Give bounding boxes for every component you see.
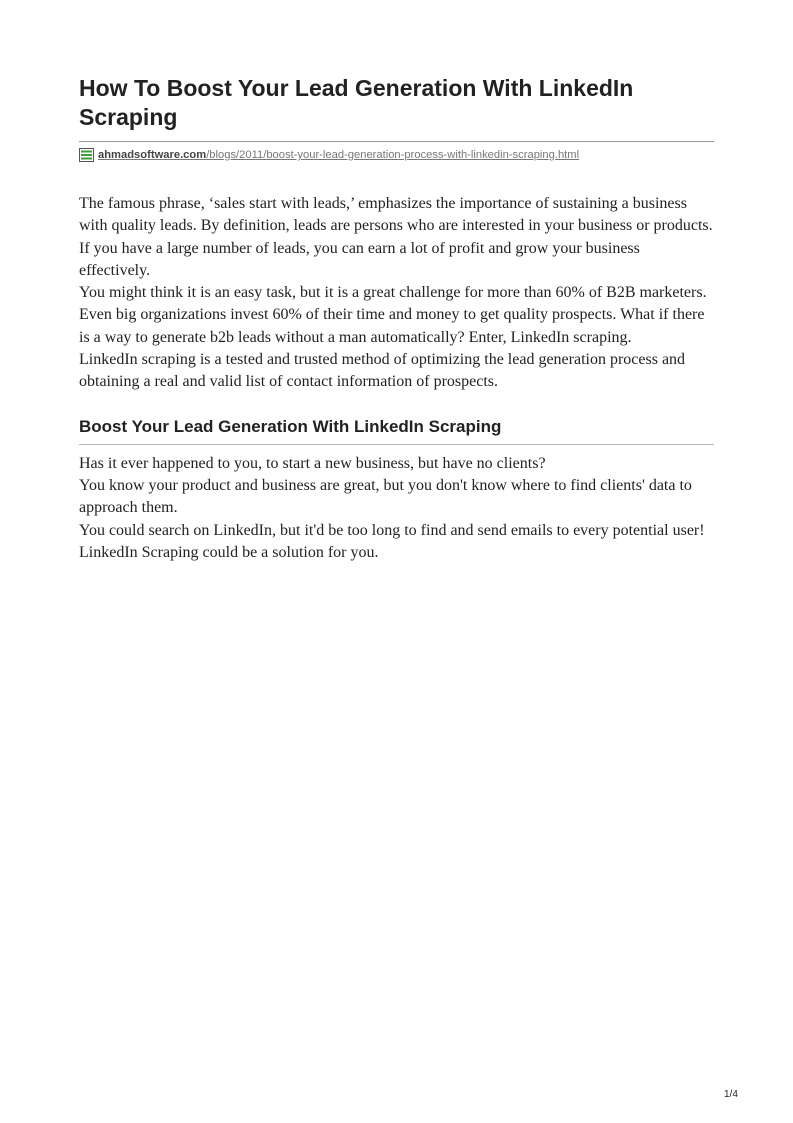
source-url-link[interactable]: [98, 149, 579, 161]
section-paragraph: You know your product and business are great, but you don't know where to find clients' data to approach them.: [79, 476, 692, 517]
source-line: [79, 147, 714, 163]
source-path: /blogs/2011/boost-your-lead-generation-process-with-linkedin-scraping.html: [206, 149, 580, 161]
intro-section: [79, 193, 714, 394]
intro-paragraph: If you have a large number of leads, you can earn a lot of profit and grow your business effectively.: [79, 239, 640, 279]
section-paragraph: Has it ever happened to you, to start a new business, but have no clients?: [79, 454, 546, 472]
title-divider: [79, 141, 714, 142]
section-heading: Boost Your Lead Generation With LinkedIn Scraping: [79, 416, 502, 436]
intro-paragraph: The famous phrase, ‘sales start with leads,’ emphasizes the importance of sustaining a business with quality leads. By definition, leads are persons who are interested in your business or products.: [79, 195, 713, 235]
site-logo-icon: [79, 148, 94, 162]
page-number: 1/4: [724, 1089, 738, 1100]
article: [79, 74, 714, 564]
source-domain: ahmadsoftware.com: [98, 149, 207, 161]
intro-paragraph: LinkedIn scraping is a tested and trusted method of optimizing the lead generation process and obtaining a real and valid list of contact information of prospects.: [79, 351, 686, 391]
section-paragraph: You could search on LinkedIn, but it'd be too long to find and send emails to every potential user!: [79, 521, 705, 539]
section-body: [79, 453, 714, 564]
section-divider: [79, 444, 714, 445]
page-title: How To Boost Your Lead Generation With LinkedIn Scraping: [79, 75, 634, 130]
intro-paragraph: You might think it is an easy task, but it is a great challenge for more than 60% of B2B marketers. Even big organizations invest 60% of their time and money to get quality prospects. What if there is a way to generate b2b leads without a man automatically? Enter, LinkedIn scraping.: [79, 284, 707, 346]
section-paragraph: LinkedIn Scraping could be a solution for you.: [79, 543, 379, 561]
